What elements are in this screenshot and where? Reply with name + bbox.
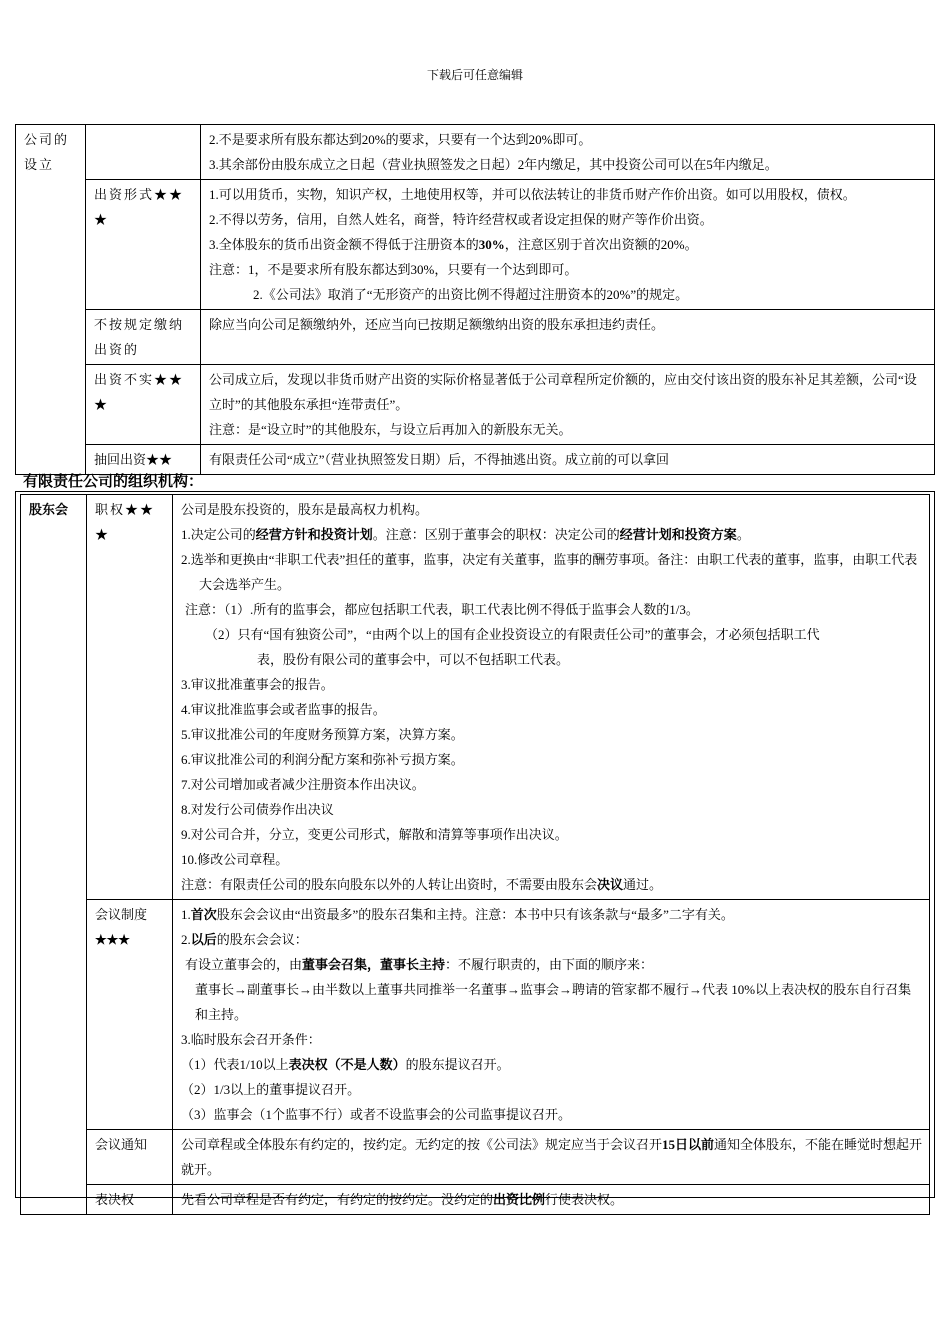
row-label: 会议制度 ★★★ bbox=[87, 900, 173, 1130]
content-line: 1.可以用货币，实物，知识产权，土地使用权等，并可以依法转让的非货币财产作价出资。如可以用股权，债权。 bbox=[209, 187, 856, 202]
content-line: 注意：（1）.所有的监事会，都应包括职工代表，职工代表比例不得低于监事会人数的1/3。 bbox=[185, 602, 699, 617]
header-note: 下载后可任意编辑 bbox=[426, 68, 523, 82]
content-line: 公司章程或全体股东有约定的，按约定。无约定的按《公司法》规定应当于会议召开15日以前通知全体股东，不能在睡觉时想起开就开。 bbox=[181, 1137, 923, 1177]
row-content bbox=[201, 125, 935, 180]
content-line: （1）代表1/10以上表决权（不是人数）的股东提议召开。 bbox=[181, 1057, 510, 1072]
table-row bbox=[21, 1130, 930, 1185]
table-row bbox=[16, 180, 935, 310]
content-line: （2）1/3以上的董事提议召开。 bbox=[181, 1082, 361, 1097]
content-line: 9.对公司合并，分立，变更公司形式，解散和清算等事项作出决议。 bbox=[181, 827, 568, 842]
content-line: 1.首次股东会会议由“出资最多”的股东召集和主持。注意：本书中只有该条款与“最多”二字有关。 bbox=[181, 907, 734, 922]
row-content bbox=[201, 365, 935, 445]
content-line: 3.审议批准董事会的报告。 bbox=[181, 677, 334, 692]
content-line: 1.决定公司的经营方针和投资计划。注意：区别于董事会的职权：决定公司的经营计划和投资方案。 bbox=[181, 527, 750, 542]
content-line: 4.审议批准监事会或者监事的报告。 bbox=[181, 702, 386, 717]
row-label: 不按规定缴纳出资的 bbox=[86, 310, 201, 365]
row-content bbox=[173, 1185, 930, 1215]
table-row bbox=[21, 1185, 930, 1215]
content-line: 有设立董事会的，由董事会召集，董事长主持：不履行职责的，由下面的顺序来： bbox=[185, 957, 654, 972]
row-content bbox=[173, 900, 930, 1130]
row-content bbox=[173, 495, 930, 900]
content-line: 注意：是“设立时”的其他股东，与设立后再加入的新股东无关。 bbox=[209, 422, 572, 437]
table-row bbox=[21, 900, 930, 1130]
content-line: 10.修改公司章程。 bbox=[181, 852, 289, 867]
organization-table bbox=[20, 494, 930, 1215]
content-line: 2.《公司法》取消了“无形资产的出资比例不得超过注册资本的20%”的规定。 bbox=[253, 287, 689, 302]
content-line: （3）监事会（1个监事不行）或者不设监事会的公司监事提议召开。 bbox=[181, 1107, 572, 1122]
content-line: 8.对发行公司债券作出决议 bbox=[181, 802, 334, 817]
row-content bbox=[201, 445, 935, 475]
content-line: 3.临时股东会召开条件： bbox=[181, 1032, 321, 1047]
table-row bbox=[16, 365, 935, 445]
content-line: 表，股份有限公司的董事会中，可以不包括职工代表。 bbox=[257, 652, 570, 667]
row-label: 会议通知 bbox=[87, 1130, 173, 1185]
content-line: 2.不是要求所有股东都达到20%的要求，只要有一个达到20%即可。 bbox=[209, 132, 592, 147]
content-line: 注意：1，不是要求所有股东都达到30%，只要有一个达到即可。 bbox=[209, 262, 578, 277]
content-line: 3.全体股东的货币出资金额不得低于注册资本的30%，注意区别于首次出资额的20%。 bbox=[209, 237, 698, 252]
content-line: 7.对公司增加或者减少注册资本作出决议。 bbox=[181, 777, 425, 792]
content-line: 有限责任公司“成立”（营业执照签发日期）后，不得抽逃出资。成立前的可以拿回 bbox=[209, 452, 670, 467]
table-row bbox=[21, 495, 930, 900]
content-line: 注意：有限责任公司的股东向股东以外的人转让出资时，不需要由股东会决议通过。 bbox=[181, 877, 663, 892]
content-line: 除应当向公司足额缴纳外，还应当向已按期足额缴纳出资的股东承担违约责任。 bbox=[209, 317, 665, 332]
content-line: 公司是股东投资的，股东是最高权力机构。 bbox=[181, 502, 429, 517]
table-row bbox=[16, 125, 935, 180]
row-content bbox=[173, 1130, 930, 1185]
row-label bbox=[86, 125, 201, 180]
content-line: 董事长→副董事长→由半数以上董事共同推举一名董事→监事会→聘请的管家都不履行→代表 10%以上表决权的股东自行召集和主持。 bbox=[195, 982, 912, 1022]
row-content bbox=[201, 310, 935, 365]
row-content bbox=[201, 180, 935, 310]
row-label: 职权★★★ bbox=[87, 495, 173, 900]
row-label: 表决权 bbox=[87, 1185, 173, 1215]
content-line: （2）只有“国有独资公司”，“由两个以上的国有企业投资设立的有限责任公司”的董事会，才必须包括职工代 bbox=[205, 627, 820, 642]
content-line: 3.其余部份由股东成立之日起（营业执照签发之日起）2年内缴足，其中投资公司可以在5年内缴足。 bbox=[209, 157, 778, 172]
content-line: 2.以后的股东会会议： bbox=[181, 932, 308, 947]
table-row bbox=[16, 310, 935, 365]
category-cell: 公司的设立 bbox=[16, 125, 86, 475]
company-establishment-table bbox=[15, 124, 935, 475]
row-label: 抽回出资★★ bbox=[86, 445, 201, 475]
section-title: 有限责任公司的组织机构： bbox=[23, 474, 204, 490]
row-label: 出资不实★★★ bbox=[86, 365, 201, 445]
category-cell: 股东会 bbox=[21, 495, 87, 1215]
content-line: 2.选举和更换由“非职工代表”担任的董事，监事，决定有关董事，监事的酬劳事项。备注：由职工代表的董事，监事，由职工代表大会选举产生。 bbox=[181, 552, 918, 592]
content-line: 先看公司章程是否有约定，有约定的按约定。没约定的出资比例行使表决权。 bbox=[181, 1192, 624, 1207]
content-line: 6.审议批准公司的利润分配方案和弥补亏损方案。 bbox=[181, 752, 464, 767]
content-line: 公司成立后，发现以非货币财产出资的实际价格显著低于公司章程所定价额的，应由交付该出资的股东补足其差额，公司“设立时”的其他股东承担“连带责任”。 bbox=[209, 372, 917, 412]
content-line: 5.审议批准公司的年度财务预算方案，决算方案。 bbox=[181, 727, 464, 742]
content-line: 2.不得以劳务，信用，自然人姓名，商誉，特许经营权或者设定担保的财产等作价出资。 bbox=[209, 212, 713, 227]
row-label: 出资形式★★★ bbox=[86, 180, 201, 310]
